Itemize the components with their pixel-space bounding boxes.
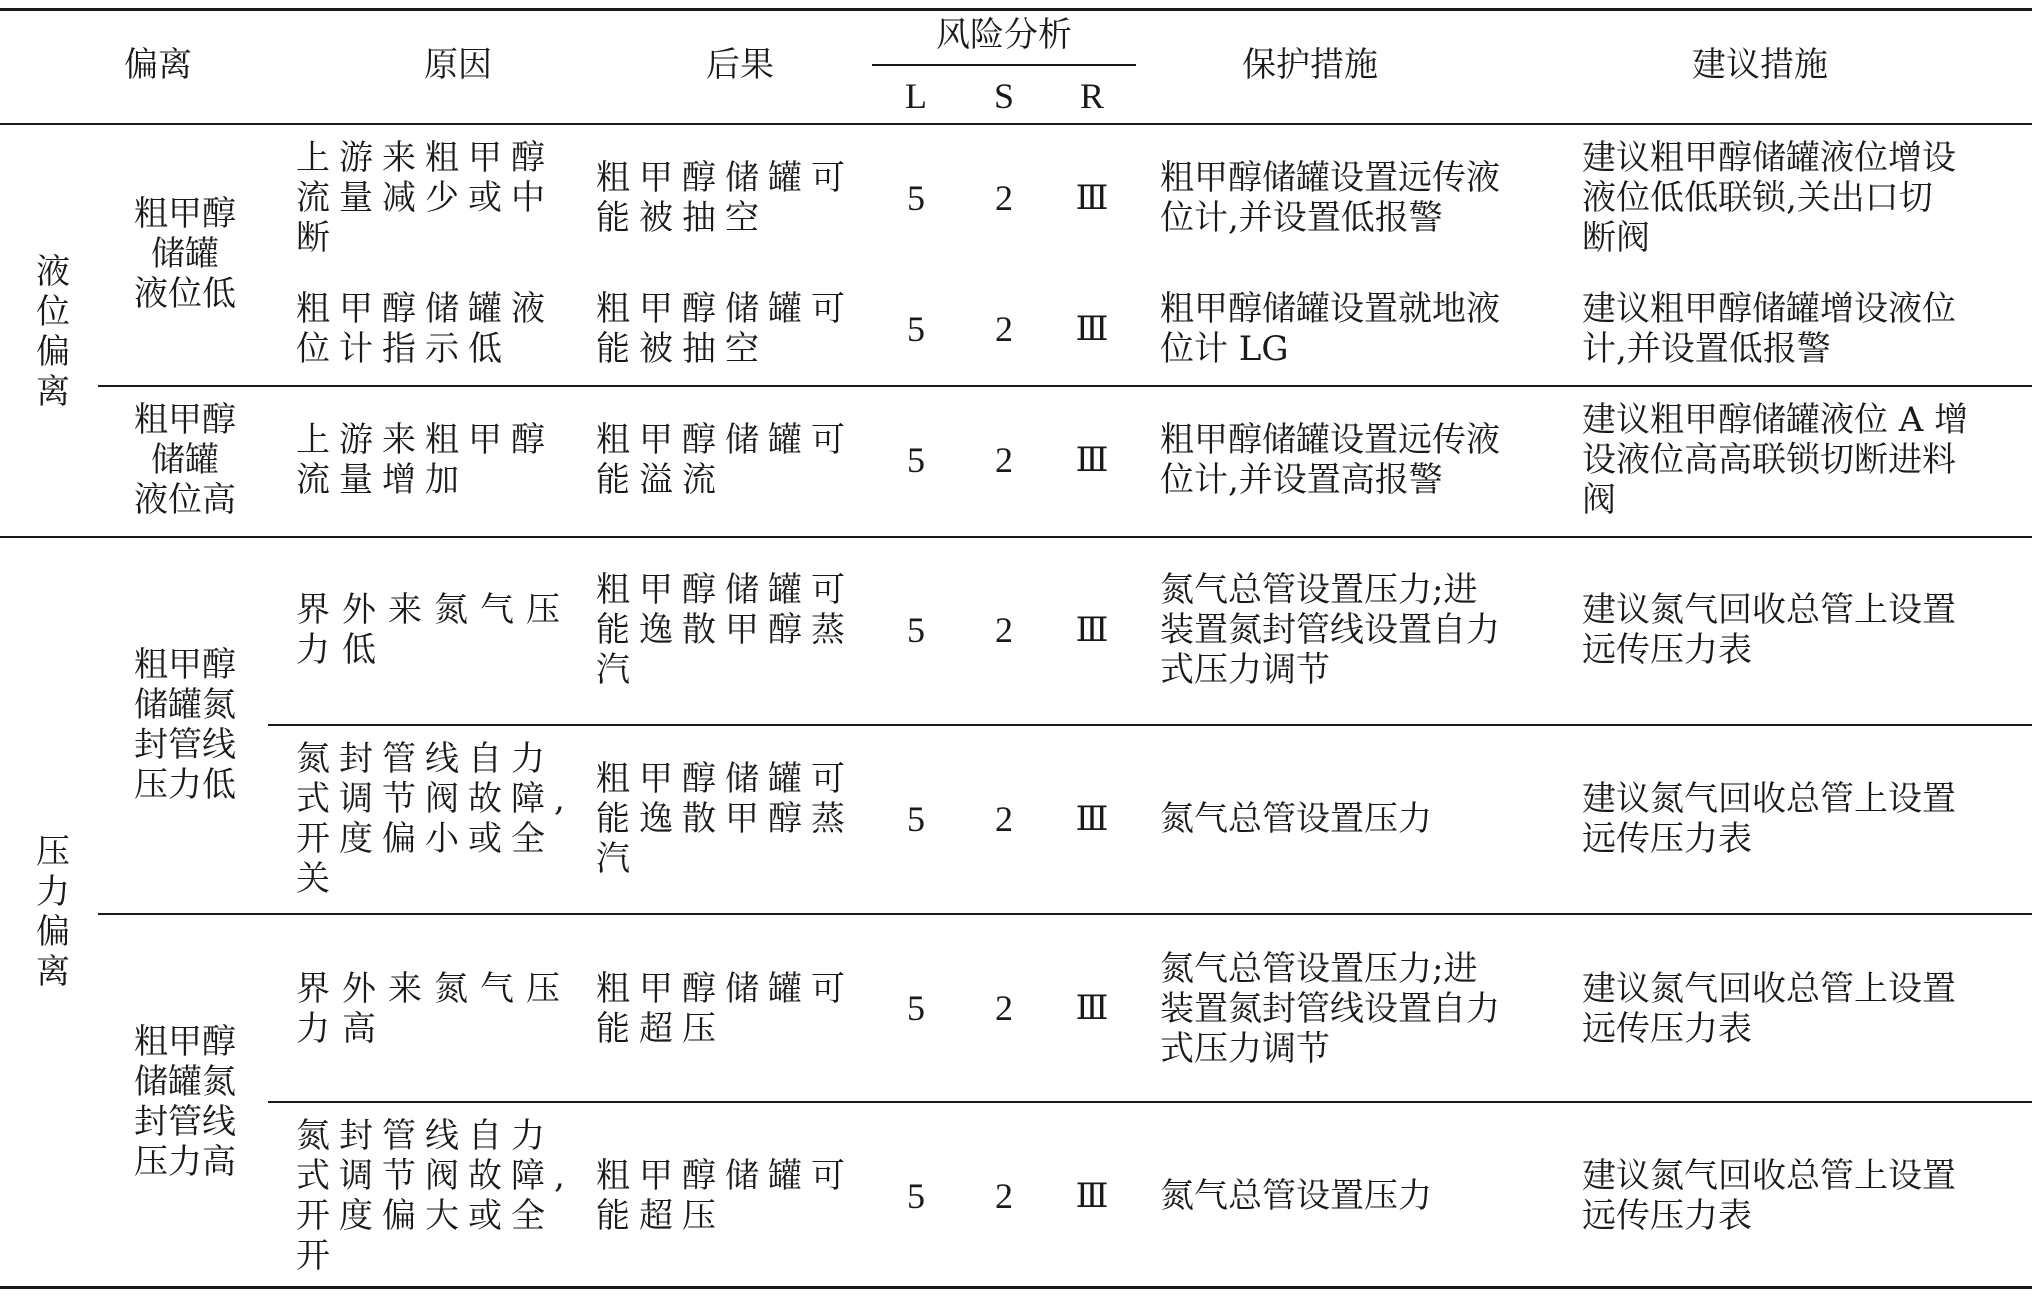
protection-cell: 氮气总管设置压力 (1160, 799, 1432, 839)
pressure-deviation-divider (98, 913, 2032, 915)
group-label-pressure: 压 力 偏 离 (36, 832, 70, 992)
level-row-divider (98, 385, 2032, 387)
section-divider (0, 536, 2032, 538)
R-cell: Ⅲ (1075, 1176, 1109, 1216)
recommendation-cell: 建议粗甲醇储罐增设液位 计,并设置低报警 (1582, 289, 1956, 369)
R-cell: Ⅲ (1075, 610, 1109, 650)
cause-cell: 界外来氮气压 力高 (296, 969, 572, 1049)
recommendation-cell: 建议氮气回收总管上设置 远传压力表 (1582, 779, 1956, 859)
recommendation-cell: 建议氮气回收总管上设置 远传压力表 (1582, 590, 1956, 670)
consequence-cell: 粗甲醇储罐可 能被抽空 (596, 289, 854, 369)
header-recommendation: 建议措施 (1692, 45, 1828, 85)
protection-cell: 氮气总管设置压力;进 装置氮封管线设置自力 式压力调节 (1160, 570, 1500, 690)
S-cell: 2 (995, 309, 1013, 349)
group-label-level: 液 位 偏 离 (36, 252, 70, 412)
S-cell: 2 (995, 610, 1013, 650)
protection-cell: 粗甲醇储罐设置远传液 位计,并设置高报警 (1160, 420, 1500, 500)
consequence-cell: 粗甲醇储罐可 能逸散甲醇蒸 汽 (596, 570, 854, 690)
recommendation-cell: 建议粗甲醇储罐液位增设 液位低低联锁,关出口切 断阀 (1582, 138, 1956, 258)
cause-cell: 上游来粗甲醇 流量增加 (296, 420, 554, 500)
L-cell: 5 (907, 799, 925, 839)
S-cell: 2 (995, 440, 1013, 480)
S-cell: 2 (995, 799, 1013, 839)
cause-cell: 氮封管线自力 式调节阀故障, 开度偏大或全 开 (296, 1116, 574, 1276)
protection-cell: 粗甲醇储罐设置就地液 位计 LG (1160, 289, 1500, 369)
L-cell: 5 (907, 309, 925, 349)
L-cell: 5 (907, 440, 925, 480)
cause-cell: 界外来氮气压 力低 (296, 590, 572, 670)
cause-cell: 氮封管线自力 式调节阀故障, 开度偏小或全 关 (296, 739, 574, 899)
pressure-row-divider-3 (268, 1101, 2032, 1103)
protection-cell: 氮气总管设置压力;进 装置氮封管线设置自力 式压力调节 (1160, 949, 1500, 1069)
header-protection: 保护措施 (1242, 45, 1378, 85)
header-consequence: 后果 (706, 45, 774, 85)
consequence-cell: 粗甲醇储罐可 能溢流 (596, 420, 854, 500)
protection-cell: 氮气总管设置压力 (1160, 1176, 1432, 1216)
R-cell: Ⅲ (1075, 178, 1109, 218)
L-cell: 5 (907, 988, 925, 1028)
header-risk-analysis: 风险分析 (936, 15, 1072, 55)
deviation-level-low: 粗甲醇 储罐 液位低 (134, 194, 236, 314)
risk-analysis-underline (872, 64, 1136, 66)
header-R: R (1079, 76, 1104, 116)
deviation-pressure-high: 粗甲醇 储罐氮 封管线 压力高 (134, 1022, 236, 1182)
protection-cell: 粗甲醇储罐设置远传液 位计,并设置低报警 (1160, 158, 1500, 238)
S-cell: 2 (995, 1176, 1013, 1216)
header-L: L (905, 76, 927, 116)
recommendation-cell: 建议氮气回收总管上设置 远传压力表 (1582, 1156, 1956, 1236)
header-S: S (993, 76, 1015, 116)
deviation-pressure-low: 粗甲醇 储罐氮 封管线 压力低 (134, 645, 236, 805)
header-cause: 原因 (424, 45, 492, 85)
consequence-cell: 粗甲醇储罐可 能超压 (596, 969, 854, 1049)
header-deviation: 偏离 (124, 45, 192, 85)
header-bottom-rule (0, 123, 2032, 125)
S-cell: 2 (995, 988, 1013, 1028)
S-cell: 2 (995, 178, 1013, 218)
R-cell: Ⅲ (1075, 440, 1109, 480)
L-cell: 5 (907, 610, 925, 650)
pressure-row-divider-1 (268, 724, 2032, 726)
consequence-cell: 粗甲醇储罐可 能超压 (596, 1156, 854, 1236)
consequence-cell: 粗甲醇储罐可 能被抽空 (596, 158, 854, 238)
table-top-rule (0, 8, 2032, 11)
R-cell: Ⅲ (1075, 799, 1109, 839)
L-cell: 5 (907, 1176, 925, 1216)
recommendation-cell: 建议粗甲醇储罐液位 A 增 设液位高高联锁切断进料 阀 (1582, 400, 1969, 520)
R-cell: Ⅲ (1075, 988, 1109, 1028)
R-cell: Ⅲ (1075, 309, 1109, 349)
table-bottom-rule (0, 1286, 2032, 1289)
deviation-level-high: 粗甲醇 储罐 液位高 (134, 400, 236, 520)
recommendation-cell: 建议氮气回收总管上设置 远传压力表 (1582, 969, 1956, 1049)
consequence-cell: 粗甲醇储罐可 能逸散甲醇蒸 汽 (596, 759, 854, 879)
L-cell: 5 (907, 178, 925, 218)
cause-cell: 粗甲醇储罐液 位计指示低 (296, 289, 554, 369)
cause-cell: 上游来粗甲醇 流量减少或中 断 (296, 138, 554, 258)
